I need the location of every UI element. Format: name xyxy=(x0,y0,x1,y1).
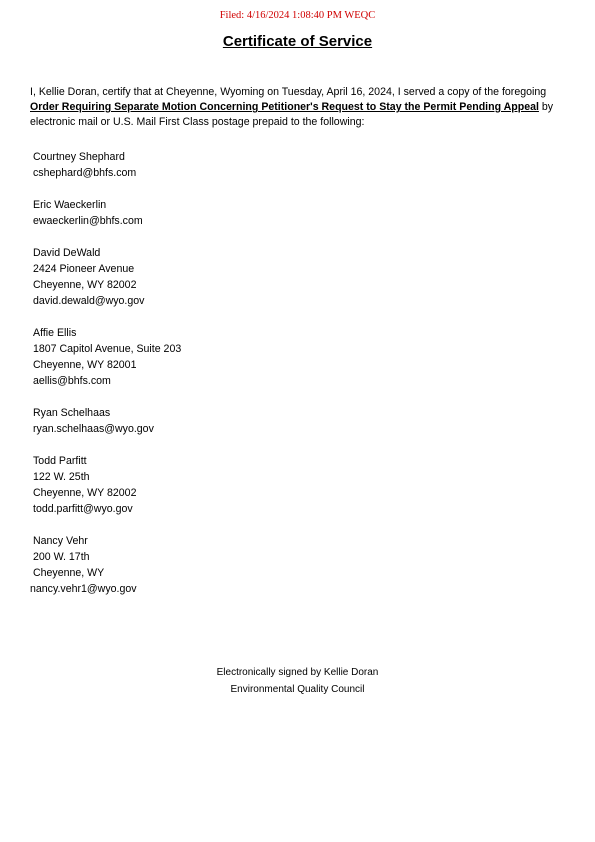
certification-paragraph xyxy=(30,85,570,130)
recipient xyxy=(33,149,181,181)
order-title: Order Requiring Separate Motion Concerning Petitioner's Request to Stay the Permit Pending Appeal xyxy=(30,101,539,113)
recipient-city: Cheyenne, WY xyxy=(33,567,105,579)
recipient-city: Cheyenne, WY 82001 xyxy=(33,359,137,371)
recipient-city: Cheyenne, WY 82002 xyxy=(33,279,137,291)
recipient xyxy=(33,405,181,437)
signature-block xyxy=(0,664,595,698)
intro-text-after: by electronic mail or U.S. Mail First Class postage prepaid to the following: xyxy=(30,101,554,128)
filed-stamp: Filed: 4/16/2024 1:08:40 PM WEQC xyxy=(219,10,376,21)
recipient-street: 1807 Capitol Avenue, Suite 203 xyxy=(33,343,182,355)
recipient-email: aellis@bhfs.com xyxy=(33,375,111,387)
recipient-email: todd.parfitt@wyo.gov xyxy=(33,503,133,515)
recipient xyxy=(33,197,181,229)
intro-text-before: I, Kellie Doran, certify that at Cheyenne, Wyoming on Tuesday, April 16, 2024, I served a copy of the foregoing xyxy=(30,86,547,98)
recipient xyxy=(33,325,181,389)
recipient-name: Affie Ellis xyxy=(33,327,77,339)
signature-line: Electronically signed by Kellie Doran xyxy=(216,667,379,678)
recipient-street: 122 W. 25th xyxy=(33,471,90,483)
recipient-email: ryan.schelhaas@wyo.gov xyxy=(33,423,154,435)
recipient-email: nancy.vehr1@wyo.gov xyxy=(30,583,137,595)
recipient-city: Cheyenne, WY 82002 xyxy=(33,487,137,499)
recipient-name: Todd Parfitt xyxy=(33,455,87,467)
recipient-email: david.dewald@wyo.gov xyxy=(33,295,145,307)
recipient xyxy=(33,245,181,309)
recipient-name: David DeWald xyxy=(33,247,101,259)
page-title: Certificate of Service xyxy=(222,33,373,50)
recipient xyxy=(30,533,181,597)
recipient-name: Courtney Shephard xyxy=(33,151,125,163)
recipient-name: Ryan Schelhaas xyxy=(33,407,111,419)
recipient-street: 2424 Pioneer Avenue xyxy=(33,263,135,275)
recipient-email: cshephard@bhfs.com xyxy=(33,167,137,179)
recipient xyxy=(33,453,181,517)
recipient-name: Eric Waeckerlin xyxy=(33,199,107,211)
recipient-list xyxy=(30,149,182,613)
signature-organization: Environmental Quality Council xyxy=(230,684,365,695)
recipient-street: 200 W. 17th xyxy=(33,551,90,563)
recipient-email: ewaeckerlin@bhfs.com xyxy=(33,215,143,227)
recipient-name: Nancy Vehr xyxy=(33,535,88,547)
